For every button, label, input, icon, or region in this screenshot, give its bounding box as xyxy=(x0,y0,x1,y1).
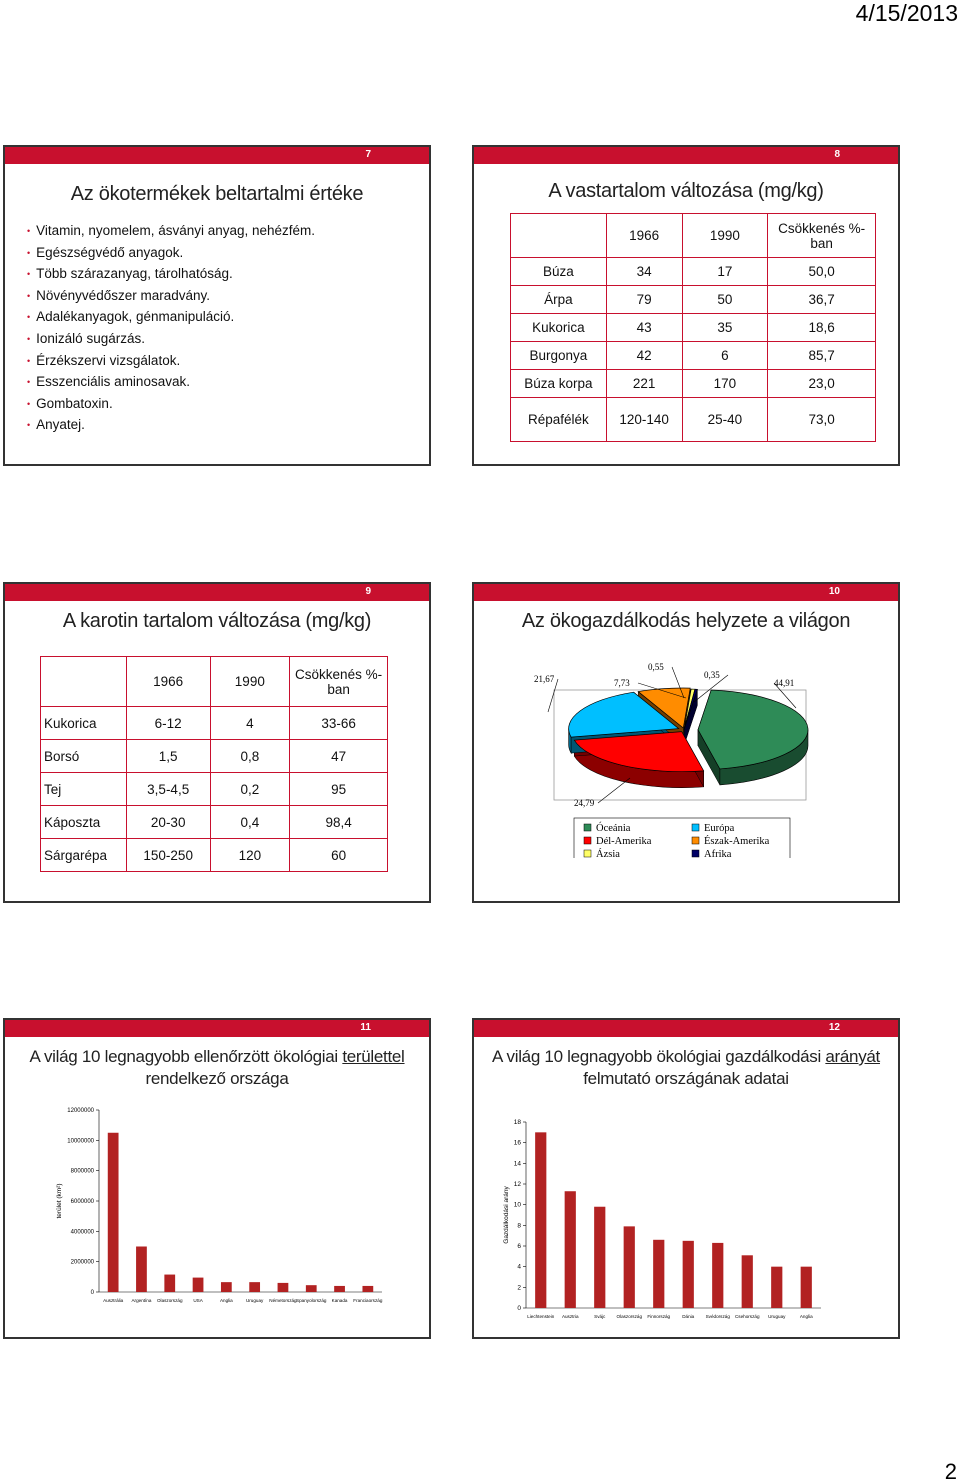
pie-data-label: 24,79 xyxy=(574,798,595,808)
x-tick-label: Liechtenstein xyxy=(527,1314,555,1319)
table-cell: 35 xyxy=(682,314,768,342)
slide-title-underlined: területtel xyxy=(342,1047,405,1066)
bar-kanada xyxy=(334,1286,345,1292)
slide-title xyxy=(474,1046,898,1090)
x-tick-label: Dánia xyxy=(682,1314,695,1319)
table-cell: Csökkenés %-ban xyxy=(290,657,388,707)
table-cell: 150-250 xyxy=(126,839,210,872)
table-cell: 1990 xyxy=(210,657,290,707)
table-cell: 42 xyxy=(606,342,682,370)
x-tick-label: Csehország xyxy=(734,1314,760,1319)
y-tick-label: 10 xyxy=(513,1201,521,1209)
table-cell: Kukorica xyxy=(41,707,127,740)
y-tick-label: 2 xyxy=(517,1284,521,1292)
y-axis-label: Gazdálkodási arány xyxy=(503,1186,510,1244)
bar-dánia xyxy=(683,1241,694,1308)
slide-title: A karotin tartalom változása (mg/kg) xyxy=(62,610,372,632)
slide-number: 11 xyxy=(360,1022,371,1033)
y-tick-label: 8000000 xyxy=(70,1168,94,1175)
table-header-row xyxy=(41,657,388,707)
pie-chart xyxy=(534,658,834,858)
legend-swatch xyxy=(584,850,591,857)
table-cell: 20-30 xyxy=(126,806,210,839)
bullet-item: • Érzékszervi vizsgálatok. xyxy=(27,351,315,373)
table-row xyxy=(41,806,388,839)
table-cell: 0,8 xyxy=(210,740,290,773)
table-cell: 60 xyxy=(290,839,388,872)
bar-anglia xyxy=(801,1267,812,1308)
slide-title: A vastartalom változása (mg/kg) xyxy=(548,180,824,202)
slide-title-text: A világ 10 legnagyobb ökológiai gazdálkodási xyxy=(492,1047,826,1066)
bullet-item: • Ionizáló sugárzás. xyxy=(27,329,315,351)
legend-swatch xyxy=(692,850,699,857)
table-cell: 17 xyxy=(682,258,768,286)
y-tick-label: 16 xyxy=(513,1139,521,1147)
bar-finnország xyxy=(653,1240,664,1308)
x-tick-label: Anglia xyxy=(799,1314,813,1319)
legend-label: Észak-Amerika xyxy=(704,836,770,847)
table-cell: 23,0 xyxy=(768,370,876,398)
y-tick-label: 4000000 xyxy=(70,1229,94,1236)
table-row xyxy=(511,398,876,442)
table-cell: 50 xyxy=(682,286,768,314)
bullet-item: • Vitamin, nyomelem, ásványi anyag, nehézfém. xyxy=(27,221,315,243)
table-cell: Búza korpa xyxy=(511,370,607,398)
bar-usa xyxy=(193,1278,204,1292)
pie-data-label: 7,73 xyxy=(614,678,630,688)
bar-ausztrália xyxy=(108,1133,119,1292)
bar-csehország xyxy=(742,1255,753,1308)
slide-header-bar xyxy=(5,584,429,601)
legend-swatch xyxy=(584,824,591,831)
slide-8 xyxy=(472,145,900,466)
x-tick-label: Uruguay xyxy=(245,1298,264,1303)
table-row xyxy=(511,314,876,342)
table-cell: Répafélék xyxy=(511,398,607,442)
table-cell: 170 xyxy=(682,370,768,398)
table-cell: 1966 xyxy=(126,657,210,707)
bullet-list xyxy=(27,221,315,437)
table-cell: 6 xyxy=(682,342,768,370)
y-tick-label: 0 xyxy=(517,1305,521,1312)
table-cell: Káposzta xyxy=(41,806,127,839)
bar-chart-area xyxy=(7,1102,427,1332)
slide-10 xyxy=(472,582,900,903)
table-cell: 33-66 xyxy=(290,707,388,740)
table-cell: 34 xyxy=(606,258,682,286)
table-cell: 4 xyxy=(210,707,290,740)
page-date: 4/15/2013 xyxy=(855,0,958,26)
bar-anglia xyxy=(221,1282,232,1292)
table-cell: Búza xyxy=(511,258,607,286)
table-row xyxy=(511,370,876,398)
y-axis-label: terület (km²) xyxy=(56,1183,63,1219)
pie-data-label: 0,55 xyxy=(648,662,664,672)
table-row xyxy=(511,342,876,370)
bullet-item: • Növényvédőszer maradvány. xyxy=(27,286,315,308)
table-cell: 98,4 xyxy=(290,806,388,839)
legend-label: Óceánia xyxy=(596,823,631,834)
bar-németország xyxy=(278,1283,289,1292)
table-header-row xyxy=(511,214,876,258)
x-tick-label: Finnország xyxy=(647,1314,671,1319)
y-tick-label: 10000000 xyxy=(67,1138,94,1145)
slide-9 xyxy=(3,582,431,903)
slide-number: 9 xyxy=(365,586,371,597)
bar-ausztria xyxy=(565,1191,576,1308)
x-tick-label: USA xyxy=(193,1298,203,1303)
x-tick-label: Anglia xyxy=(219,1298,233,1303)
y-tick-label: 12000000 xyxy=(67,1108,94,1114)
bar-spanyolország xyxy=(306,1285,317,1292)
table-cell: 79 xyxy=(606,286,682,314)
table-cell: 0,2 xyxy=(210,773,290,806)
y-tick-label: 8 xyxy=(517,1222,521,1230)
table-cell: Sárgarépa xyxy=(41,839,127,872)
y-tick-label: 12 xyxy=(513,1181,521,1188)
table-cell: 120 xyxy=(210,839,290,872)
slide-number: 8 xyxy=(834,149,840,160)
slide-7 xyxy=(3,145,431,466)
bar-franciaország xyxy=(362,1286,373,1292)
table-cell: Burgonya xyxy=(511,342,607,370)
y-tick-label: 14 xyxy=(513,1160,521,1168)
y-tick-label: 18 xyxy=(513,1119,521,1126)
bullet-item: • Több szárazanyag, tárolhatóság. xyxy=(27,264,315,286)
bullet-item: • Gombatoxin. xyxy=(27,394,315,416)
carotene-content-table xyxy=(40,656,388,872)
x-tick-label: Svédország xyxy=(705,1314,730,1319)
table-cell: Kukorica xyxy=(511,314,607,342)
bullet-item: • Esszenciális aminosavak. xyxy=(27,372,315,394)
slide-title: Az ökogazdálkodás helyzete a világon xyxy=(521,610,851,632)
x-tick-label: Argentína xyxy=(131,1298,152,1303)
table-cell: Borsó xyxy=(41,740,127,773)
slide-number: 12 xyxy=(828,1022,840,1033)
slide-title-text: A világ 10 legnagyobb ellenőrzött ökológiai xyxy=(29,1047,343,1066)
y-tick-label: 4 xyxy=(517,1263,521,1271)
y-tick-label: 6000000 xyxy=(70,1199,94,1205)
slide-header-bar xyxy=(5,1020,429,1037)
table-cell: 95 xyxy=(290,773,388,806)
table-cell: 6-12 xyxy=(126,707,210,740)
table-cell: 50,0 xyxy=(768,258,876,286)
slide-title: Az ökotermékek beltartalmi értéke xyxy=(70,183,364,205)
x-tick-label: Ausztrália xyxy=(103,1298,124,1303)
bullet-item: • Adalékanyagok, génmanipuláció. xyxy=(27,307,315,329)
page-number: 2 xyxy=(944,1459,957,1483)
x-tick-label: Olaszország xyxy=(156,1298,183,1303)
bar-svédország xyxy=(712,1243,723,1308)
legend-swatch xyxy=(584,837,591,844)
legend-label: Európa xyxy=(704,823,735,834)
table-row xyxy=(41,839,388,872)
slide-header-bar xyxy=(474,584,898,601)
bar-uruguay xyxy=(249,1282,260,1292)
table-cell: 1966 xyxy=(606,214,682,258)
legend-label: Dél-Amerika xyxy=(596,836,652,847)
bullet-item: • Anyatej. xyxy=(27,415,315,437)
legend-label: Ázsia xyxy=(596,849,620,858)
slide-header-bar xyxy=(5,147,429,164)
x-tick-label: Uruguay xyxy=(768,1314,786,1319)
x-tick-label: Spanyolország xyxy=(296,1298,327,1303)
x-tick-label: Olaszország xyxy=(616,1314,643,1319)
slide-12 xyxy=(472,1018,900,1339)
slide-title xyxy=(5,1046,429,1090)
table-cell: Árpa xyxy=(511,286,607,314)
table-cell xyxy=(511,214,607,258)
legend-label: Afrika xyxy=(704,849,732,858)
table-cell: 25-40 xyxy=(682,398,768,442)
x-tick-label: Ausztria xyxy=(561,1314,579,1319)
table-cell: 0,4 xyxy=(210,806,290,839)
slide-title-text: felmutató országának adatai xyxy=(583,1069,789,1088)
bar-svájc xyxy=(594,1207,605,1308)
bullet-item: • Egészségvédő anyagok. xyxy=(27,243,315,265)
table-row xyxy=(511,286,876,314)
y-tick-label: 2000000 xyxy=(70,1259,94,1266)
table-cell: 18,6 xyxy=(768,314,876,342)
slide-number: 7 xyxy=(365,149,371,160)
slide-title-text: rendelkező országa xyxy=(145,1069,289,1088)
table-cell: 43 xyxy=(606,314,682,342)
y-tick-label: 6 xyxy=(517,1243,521,1250)
x-tick-label: Németország xyxy=(269,1298,297,1303)
slide-title-underlined: arányát xyxy=(825,1047,880,1066)
bar-olaszország xyxy=(624,1226,635,1308)
slide-number: 10 xyxy=(828,586,840,597)
table-cell: 120-140 xyxy=(606,398,682,442)
iron-content-table xyxy=(510,213,876,442)
bar-olaszország xyxy=(164,1275,175,1292)
table-cell: 3,5-4,5 xyxy=(126,773,210,806)
table-cell: 1,5 xyxy=(126,740,210,773)
pie-data-label: 0,35 xyxy=(704,670,720,680)
table-row xyxy=(41,707,388,740)
legend-swatch xyxy=(692,824,699,831)
table-cell: Tej xyxy=(41,773,127,806)
slide-header-bar xyxy=(474,1020,898,1037)
slide-11 xyxy=(3,1018,431,1339)
slide-header-bar xyxy=(474,147,898,164)
table-cell: 221 xyxy=(606,370,682,398)
table-row xyxy=(511,258,876,286)
bar-uruguay xyxy=(771,1267,782,1308)
bar-argentína xyxy=(136,1247,147,1293)
x-tick-label: Svájc xyxy=(594,1314,606,1319)
legend-swatch xyxy=(692,837,699,844)
table-cell: 1990 xyxy=(682,214,768,258)
table-cell: 47 xyxy=(290,740,388,773)
pie-data-label: 21,67 xyxy=(534,674,555,684)
table-cell: Csökkenés %-ban xyxy=(768,214,876,258)
table-row xyxy=(41,740,388,773)
x-tick-label: Franciaország xyxy=(353,1298,383,1303)
bar-liechtenstein xyxy=(535,1132,546,1308)
table-cell: 36,7 xyxy=(768,286,876,314)
table-row xyxy=(41,773,388,806)
pie-data-label: 44,91 xyxy=(774,678,795,688)
table-cell: 85,7 xyxy=(768,342,876,370)
table-cell: 73,0 xyxy=(768,398,876,442)
x-tick-label: Kanada xyxy=(331,1298,348,1303)
bar-chart-ratio xyxy=(476,1108,896,1338)
table-cell xyxy=(41,657,127,707)
y-tick-label: 0 xyxy=(90,1290,94,1296)
